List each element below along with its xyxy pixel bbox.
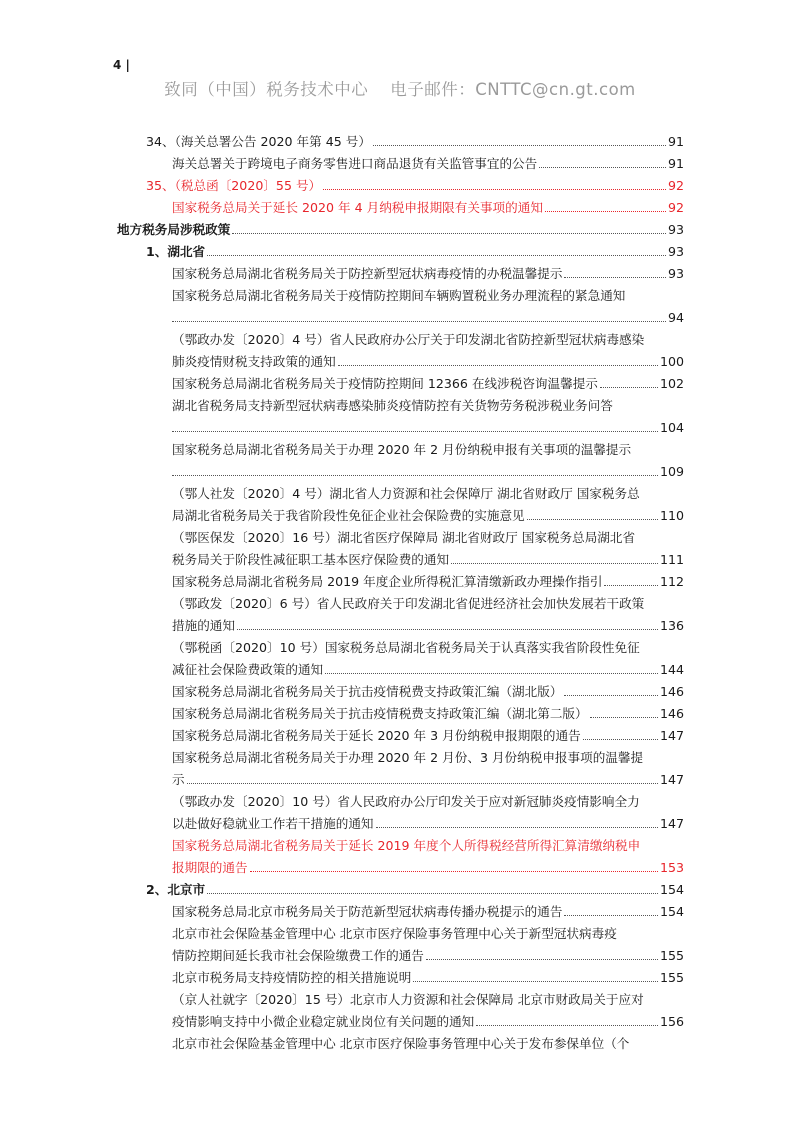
toc-entry-line[interactable]: （鄂人社发〔2020〕4 号）湖北省人力资源和社会保障厅 湖北省财政厅 国家税务总: [172, 486, 640, 501]
toc-entry[interactable]: 国家税务总局北京市税务局关于防范新型冠状病毒传播办税提示的通告 154: [172, 904, 684, 919]
toc-entry[interactable]: 国家税务总局湖北省税务局关于抗击疫情税费支持政策汇编（湖北第二版） 146: [172, 706, 684, 721]
toc-entry[interactable]: 示 147: [172, 772, 684, 787]
header-email: 电子邮件：CNTTC@cn.gt.com: [390, 80, 636, 99]
toc-entry-line[interactable]: （鄂税函〔2020〕10 号）国家税务总局湖北省税务局关于认真落实我省阶段性免征: [172, 640, 640, 655]
page-header: [0, 76, 800, 100]
toc-entry[interactable]: 国家税务总局湖北省税务局关于疫情防控期间 12366 在线涉税咨询温馨提示 102: [172, 376, 684, 391]
toc-section[interactable]: 地方税务局涉税政策 93: [117, 222, 684, 237]
toc-entry-line[interactable]: 北京市社会保险基金管理中心 北京市医疗保险事务管理中心关于发布参保单位（个: [172, 1036, 630, 1051]
toc-entry[interactable]: 报期限的通告 153: [172, 860, 684, 875]
toc-entry-continuation[interactable]: 104: [172, 416, 684, 436]
toc-entry-line[interactable]: （鄂政办发〔2020〕4 号）省人民政府办公厅关于印发湖北省防控新型冠状病毒感染: [172, 332, 645, 347]
toc-entry[interactable]: 减征社会保险费政策的通知 144: [172, 662, 684, 677]
toc-entry[interactable]: 疫情影响支持中小微企业稳定就业岗位有关问题的通知 156: [172, 1014, 684, 1029]
toc-entry-line[interactable]: 国家税务总局湖北省税务局关于办理 2020 年 2 月份纳税申报有关事项的温馨提示: [172, 442, 632, 457]
toc-entry[interactable]: 国家税务总局湖北省税务局关于防控新型冠状病毒疫情的办税温馨提示 93: [172, 266, 684, 281]
toc-entry[interactable]: 情防控期间延长我市社会保险缴费工作的通告 155: [172, 948, 684, 963]
toc-entry-line[interactable]: 国家税务总局湖北省税务局关于办理 2020 年 2 月份、3 月份纳税申报事项的温馨提: [172, 750, 644, 765]
toc-entry[interactable]: 税务局关于阶段性减征职工基本医疗保险费的通知 111: [172, 552, 684, 567]
toc-entry-line[interactable]: （鄂政发〔2020〕6 号）省人民政府关于印发湖北省促进经济社会加快发展若干政策: [172, 596, 645, 611]
toc-entry[interactable]: 国家税务总局湖北省税务局 2019 年度企业所得税汇算清缴新政办理操作指引 112: [172, 574, 684, 589]
toc-entry[interactable]: 35、（税总函〔2020〕55 号） 92: [146, 178, 684, 193]
toc-entry[interactable]: 34、（海关总署公告 2020 年第 45 号） 91: [146, 134, 684, 149]
toc-subsection[interactable]: 1、湖北省 93: [146, 244, 684, 259]
toc-entry[interactable]: 海关总署关于跨境电子商务零售进口商品退货有关监管事宜的公告 91: [172, 156, 684, 171]
toc-subsection[interactable]: 2、北京市 154: [146, 882, 684, 897]
toc-entry-continuation[interactable]: 109: [172, 460, 684, 480]
toc-entry-line[interactable]: （鄂医保发〔2020〕16 号）湖北省医疗保障局 湖北省财政厅 国家税务总局湖北省: [172, 530, 636, 545]
header-org: 致同（中国）税务技术中心: [164, 80, 369, 99]
toc-entry[interactable]: 措施的通知 136: [172, 618, 684, 633]
page-number: 4 |: [113, 58, 130, 72]
toc-entry[interactable]: 以赴做好稳就业工作若干措施的通知 147: [172, 816, 684, 831]
toc-entry[interactable]: 国家税务总局关于延长 2020 年 4 月纳税申报期限有关事项的通知 92: [172, 200, 684, 215]
toc-entry-line[interactable]: （鄂政办发〔2020〕10 号）省人民政府办公厅印发关于应对新冠肺炎疫情影响全力: [172, 794, 640, 809]
toc-entry[interactable]: 国家税务总局湖北省税务局关于抗击疫情税费支持政策汇编（湖北版） 146: [172, 684, 684, 699]
toc-entry-line[interactable]: 国家税务总局湖北省税务局关于延长 2019 年度个人所得税经营所得汇算清缴纳税申: [172, 838, 641, 853]
toc-entry-line[interactable]: 湖北省税务局支持新型冠状病毒感染肺炎疫情防控有关货物劳务税涉税业务问答: [172, 398, 613, 413]
toc-entry[interactable]: 肺炎疫情财税支持政策的通知 100: [172, 354, 684, 369]
toc-entry-line[interactable]: （京人社就字〔2020〕15 号）北京市人力资源和社会保障局 北京市财政局关于应对: [172, 992, 644, 1007]
toc-entry[interactable]: 国家税务总局湖北省税务局关于延长 2020 年 3 月份纳税申报期限的通告 147: [172, 728, 684, 743]
toc-entry-line[interactable]: 北京市社会保险基金管理中心 北京市医疗保险事务管理中心关于新型冠状病毒疫: [172, 926, 617, 941]
toc-entry-line[interactable]: 国家税务总局湖北省税务局关于疫情防控期间车辆购置税业务办理流程的紧急通知: [172, 288, 626, 303]
toc-entry[interactable]: 局湖北省税务局关于我省阶段性免征企业社会保险费的实施意见 110: [172, 508, 684, 523]
toc-entry[interactable]: 北京市税务局支持疫情防控的相关措施说明 155: [172, 970, 684, 985]
toc-entry-continuation[interactable]: 94: [172, 306, 684, 326]
